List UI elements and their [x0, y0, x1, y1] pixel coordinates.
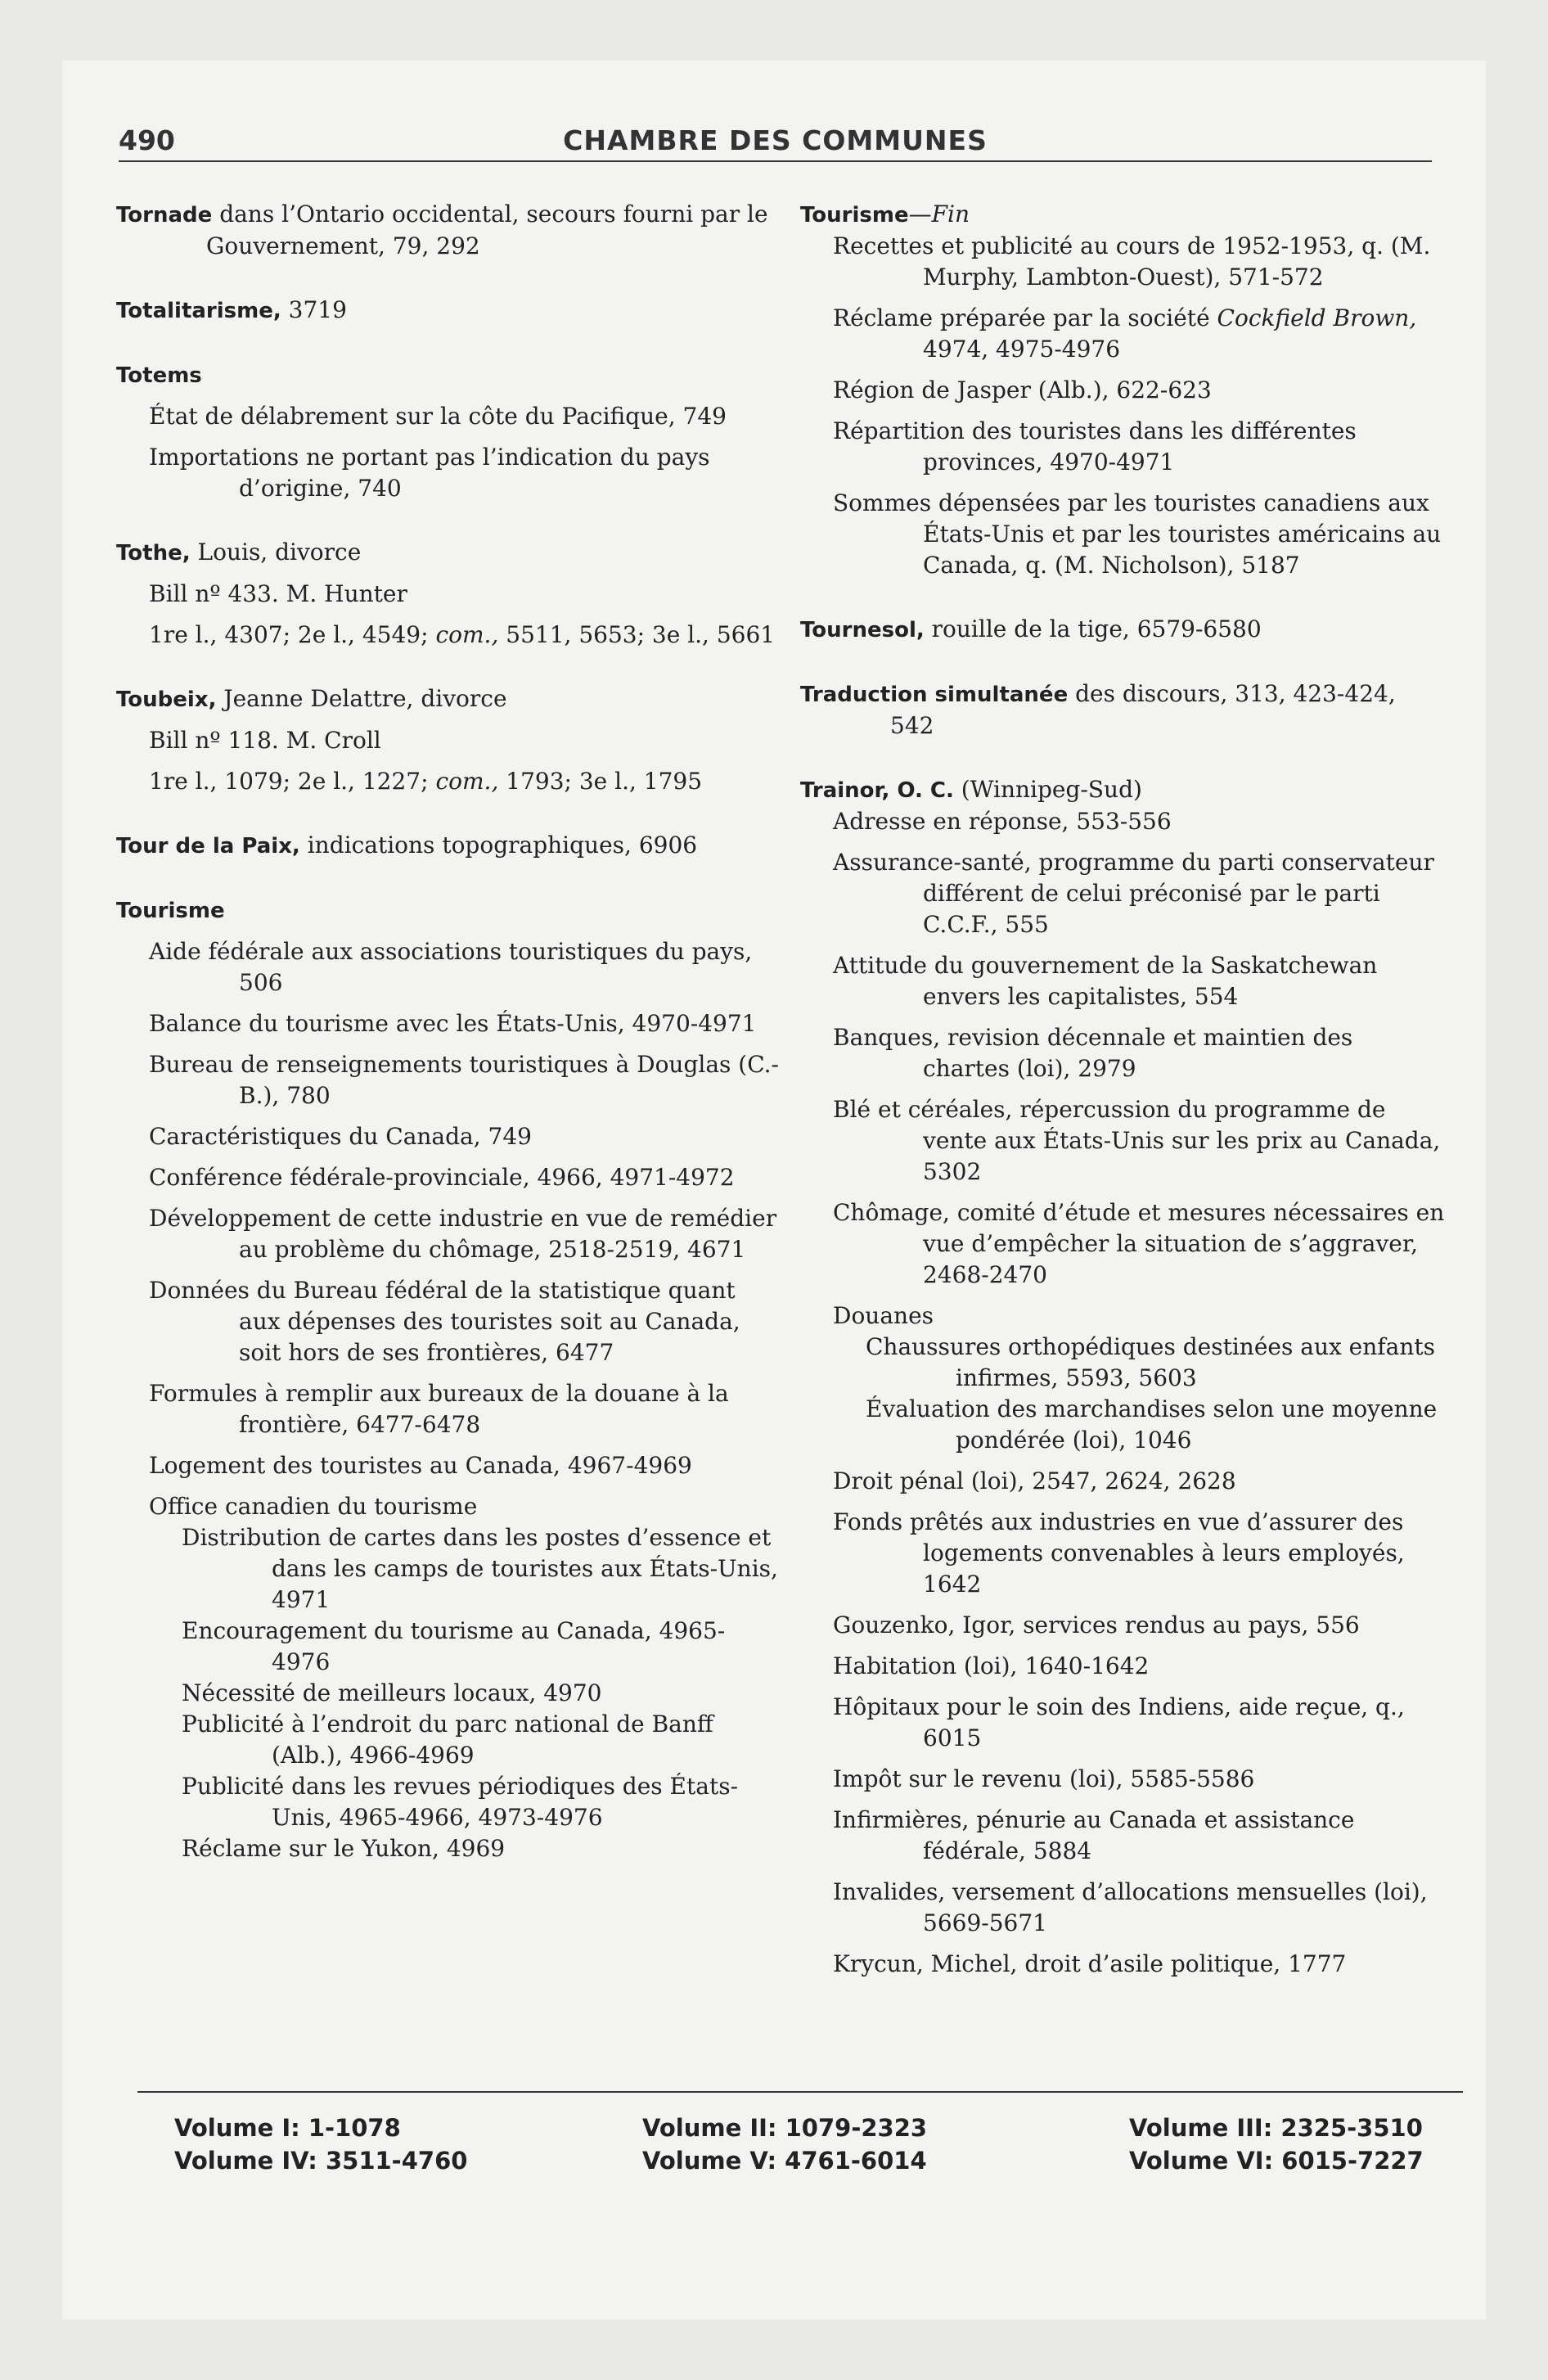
subsubentry: Distribution de cartes dans les postes d’essence et dans les camps de touristes aux États-Unis, 4971: [182, 1524, 778, 1613]
subsubentry: Évaluation des marchandises selon une moyenne pondérée (loi), 1046: [866, 1395, 1438, 1454]
subentry: Infirmières, pénurie au Canada et assistance fédérale, 5884: [833, 1806, 1355, 1864]
entry-heading: Tourisme: [116, 899, 225, 923]
subentry: Aide fédérale aux associations touristiques du pays, 506: [149, 938, 753, 996]
subsubentry: Publicité à l’endroit du parc national de Banff (Alb.), 4966-4969: [182, 1711, 713, 1769]
subentry-office: Office canadien du tourisme: [149, 1493, 478, 1520]
subentry: Krycun, Michel, droit d’asile politique, 1777: [833, 1950, 1347, 1977]
entry-text: (Winnipeg-Sud): [961, 776, 1142, 803]
subentry: Caractéristiques du Canada, 749: [149, 1123, 532, 1150]
volume-label: Volume V: 4761-6014: [642, 2147, 927, 2175]
entry-heading: Totems: [116, 363, 202, 388]
running-title: CHAMBRE DES COMMUNES: [563, 124, 988, 156]
footer-volumes-col1: [174, 2112, 467, 2177]
subentry: Chômage, comité d’étude et mesures nécessaires en vue d’empêcher la situation de s’aggraver, 2468-2470: [833, 1199, 1445, 1288]
page-number: 490: [119, 124, 175, 156]
subentry: Recettes et publicité au cours de 1952-1953, q. (M. Murphy, Lambton-Ouest), 571-572: [833, 232, 1431, 291]
subentry: Répartition des touristes dans les différentes provinces, 4970-4971: [833, 417, 1357, 476]
subentry: Données du Bureau fédéral de la statistique quant aux dépenses des touristes soit au Canada, soit hors de ses frontières, 6477: [149, 1277, 740, 1366]
bill-line: Bill nº 118. M. Croll: [149, 727, 381, 754]
volume-label: Volume IV: 3511-4760: [174, 2147, 468, 2175]
left-column: [116, 199, 779, 1864]
volume-label: Volume III: 2325-3510: [1129, 2114, 1423, 2142]
entry-text: rouille de la tige, 6579-6580: [931, 615, 1262, 642]
entry-text: Jeanne Delattre, divorce: [223, 685, 507, 712]
page-header: [119, 124, 1432, 162]
readings-line: [116, 620, 779, 651]
subentry: Adresse en réponse, 553-556: [833, 808, 1172, 835]
footer-volumes-col3: [1129, 2112, 1424, 2177]
subentry: Attitude du gouvernement de la Saskatchewan envers les capitalistes, 554: [833, 952, 1378, 1010]
readings-pre: 1re l., 1079; 2e l., 1227;: [149, 768, 429, 795]
entry-text: indications topographiques, 6906: [307, 832, 698, 859]
subentry-pre: Réclame préparée par la société: [833, 304, 1210, 331]
subsubentry: Nécessité de meilleurs locaux, 4970: [182, 1679, 602, 1706]
entry-totalitarisme: [116, 295, 779, 327]
entry-totems: [116, 359, 779, 391]
subentry: Habitation (loi), 1640-1642: [833, 1652, 1150, 1679]
volume-label: Volume II: 1079-2323: [642, 2114, 928, 2142]
readings-post: 5511, 5653; 3e l., 5661: [506, 621, 776, 648]
readings-com: com.,: [435, 768, 499, 795]
bill-line: Bill nº 433. M. Hunter: [149, 580, 407, 607]
entry-heading: Tourisme: [800, 203, 909, 228]
subentry: Banques, revision décennale et maintien des chartes (loi), 2979: [833, 1024, 1353, 1082]
right-column: [800, 199, 1447, 1980]
subentry-douanes: Douanes: [833, 1302, 934, 1329]
subentry-italic: Cockfield Brown,: [1217, 304, 1417, 331]
subentry: État de délabrement sur la côte du Pacifique, 749: [149, 403, 727, 430]
subentry: Assurance-santé, programme du parti conservateur différent de celui préconisé par le parti C.C.F., 555: [833, 849, 1434, 938]
entry-heading: Traduction simultanée: [800, 683, 1069, 707]
entry-heading: Toubeix,: [116, 687, 217, 712]
subentry: Gouzenko, Igor, services rendus au pays, 556: [833, 1611, 1360, 1639]
entry-text: dans l’Ontario occidental, secours fourni par le Gouvernement, 79, 292: [206, 201, 768, 259]
entry-tornade: [116, 199, 779, 262]
entry-heading: Tournesol,: [800, 618, 925, 642]
entry-toubeix: [116, 683, 779, 715]
subentry: Balance du tourisme avec les États-Unis, 4970-4971: [149, 1010, 757, 1037]
entry-tournesol: [800, 614, 1447, 646]
entry-tothe: [116, 537, 779, 569]
subsubentry: Chaussures orthopédiques destinées aux enfants infirmes, 5593, 5603: [866, 1333, 1435, 1391]
entry-heading: Tothe,: [116, 541, 191, 566]
subentry: Droit pénal (loi), 2547, 2624, 2628: [833, 1467, 1236, 1494]
subentry: Impôt sur le revenu (loi), 5585-5586: [833, 1765, 1255, 1792]
entry-tourisme-fin: [800, 199, 1447, 231]
subentry: Conférence fédérale-provinciale, 4966, 4971-4972: [149, 1164, 735, 1191]
subentry-post: 4974, 4975-4976: [923, 336, 1121, 363]
entry-heading: Tour de la Paix,: [116, 834, 300, 859]
entry-tour-de-la-paix: [116, 830, 779, 862]
subsubentry: Réclame sur le Yukon, 4969: [182, 1835, 506, 1862]
entry-trainor: [800, 774, 1447, 806]
entry-text: Louis, divorce: [197, 539, 362, 566]
subentry: Hôpitaux pour le soin des Indiens, aide reçue, q., 6015: [833, 1693, 1405, 1751]
entry-traduction: [800, 678, 1447, 741]
entry-text: 3719: [288, 296, 347, 323]
subsubentry: Publicité dans les revues périodiques des États-Unis, 4965-4966, 4973-4976: [182, 1773, 739, 1831]
subentry: Invalides, versement d’allocations mensuelles (loi), 5669-5671: [833, 1878, 1428, 1936]
entry-heading: Totalitarisme,: [116, 299, 281, 323]
subentry: [800, 303, 1447, 365]
entry-fin: —Fin: [908, 201, 970, 228]
entry-heading: Tornade: [116, 203, 213, 228]
subentry: Importations ne portant pas l’indication du pays d’origine, 740: [149, 444, 710, 502]
subentry: Région de Jasper (Alb.), 622-623: [833, 376, 1212, 403]
subentry: Logement des touristes au Canada, 4967-4969: [149, 1452, 692, 1479]
readings-pre: 1re l., 4307; 2e l., 4549;: [149, 621, 429, 648]
readings-post: 1793; 3e l., 1795: [506, 768, 703, 795]
subentry: Fonds prêtés aux industries en vue d’assurer des logements convenables à leurs employés, 1642: [833, 1508, 1405, 1598]
entry-tourisme: [116, 895, 779, 926]
footer-rule: [137, 2091, 1463, 2093]
subentry: Bureau de renseignements touristiques à Douglas (C.-B.), 780: [149, 1051, 780, 1109]
footer-volumes-col2: [642, 2112, 927, 2177]
subentry: Formules à remplir aux bureaux de la douane à la frontière, 6477-6478: [149, 1380, 729, 1438]
subentry: Sommes dépensées par les touristes canadiens aux États-Unis et par les touristes américains au Canada, q. (M. Nicholson), 5187: [833, 489, 1442, 579]
entry-text: des discours, 313, 423-424, 542: [890, 680, 1396, 739]
volume-label: Volume VI: 6015-7227: [1129, 2147, 1424, 2175]
entry-heading: Trainor, O. C.: [800, 778, 954, 803]
subentry: Développement de cette industrie en vue de remédier au problème du chômage, 2518-2519, 4671: [149, 1205, 777, 1263]
readings-line: [116, 766, 779, 797]
subentry: Blé et céréales, répercussion du programme de vente aux États-Unis sur les prix au Canada, 5302: [833, 1096, 1441, 1185]
subsubentry: Encouragement du tourisme au Canada, 4965-4976: [182, 1617, 726, 1675]
volume-label: Volume I: 1-1078: [174, 2114, 401, 2142]
readings-com: com.,: [435, 621, 499, 648]
